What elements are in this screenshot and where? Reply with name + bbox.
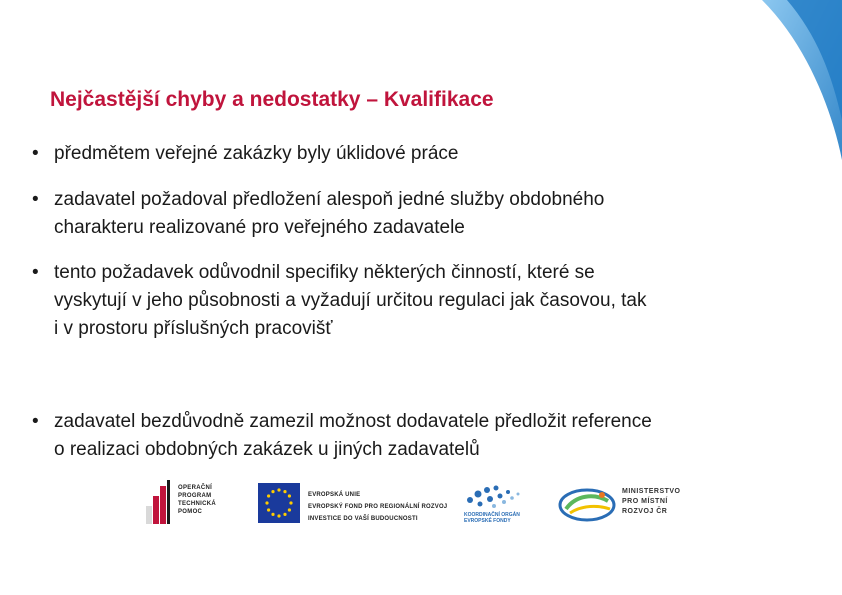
bullet-line: vyskytují v jeho působnosti a vyžadují určitou regulaci jak časovou, tak [54,290,647,311]
mmr-logo-text [622,487,681,517]
eu-logo-line: EVROPSKÝ FOND PRO REGIONÁLNÍ ROZVOJ [308,504,448,510]
bullet-line: charakteru realizované pro veřejného zadavatele [54,217,465,238]
ko-dots-icon [460,478,540,512]
bullet-dot: • [32,189,39,210]
bullet-line: zadavatel požadoval předložení alespoň jedné služby obdobného [54,189,605,210]
op-logo-line: TECHNICKÁ [178,501,217,507]
mmr-logo [558,483,708,525]
ko-logo [460,478,540,526]
eu-flag-icon [258,483,300,523]
op-logo-text [178,484,216,516]
bullet-item [32,408,822,464]
eu-logo-line: EVROPSKÁ UNIE [308,492,361,498]
bullet-item [32,140,822,168]
slide-title: Nejčastější chyby a nedostatky – Kvalifikace [50,88,494,111]
logo-strip [140,478,710,528]
bullet-dot: • [32,143,39,164]
bullet-item [32,259,822,343]
op-bars-icon [146,480,172,524]
eu-logo [258,483,468,523]
bullet-line: i v prostoru příslušných pracovišť [54,318,333,339]
bullet-dot: • [32,411,39,432]
bullet-line: předmětem veřejné zakázky byly úklidové práce [54,143,459,164]
op-logo-line: POMOC [178,509,203,515]
op-tp-logo [140,480,240,524]
ko-logo-text [464,512,520,524]
corner-decoration [692,0,842,160]
eu-logo-text [308,489,447,525]
bullet-line: zadavatel bezdůvodně zamezil možnost dodavatele předložit reference [54,411,652,432]
bullet-dot: • [32,262,39,283]
eu-logo-line: INVESTICE DO VAŠÍ BUDOUCNOSTI [308,516,418,522]
bullet-item [32,186,822,242]
ko-logo-line: EVROPSKÉ FONDY [464,518,511,524]
mmr-logo-line: PRO MÍSTNÍ [622,498,668,505]
mmr-logo-line: ROZVOJ ČR [622,508,668,515]
op-logo-line: PROGRAM [178,493,212,499]
op-logo-line: OPERAČNÍ [178,485,213,491]
ko-logo-line: KOORDINAČNÍ ORGÁN [464,512,520,518]
mmr-logo-line: MINISTERSTVO [622,488,681,495]
mmr-emblem-icon [558,483,616,525]
bullet-line: tento požadavek odůvodnil specifiky některých činností, které se [54,262,595,283]
bullet-line: o realizaci obdobných zakázek u jiných zadavatelů [54,439,480,460]
